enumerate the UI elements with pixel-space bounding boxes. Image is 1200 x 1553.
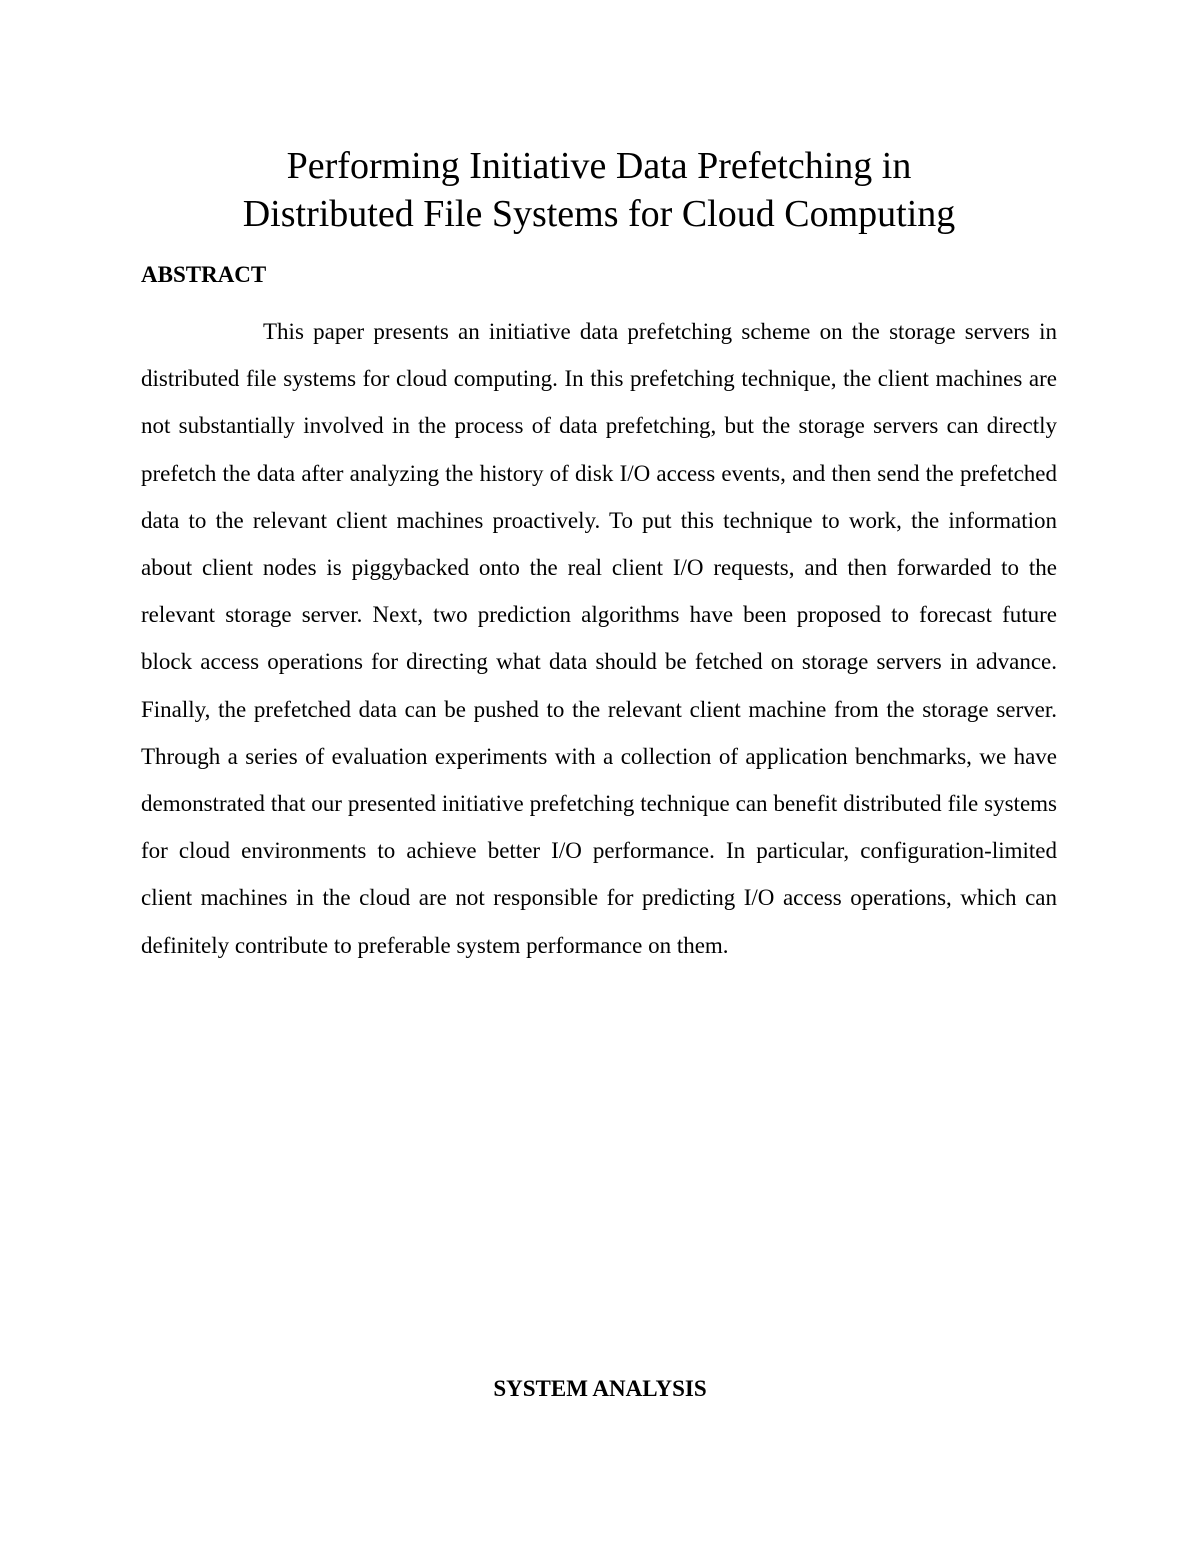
paper-title: [140, 142, 1058, 238]
abstract-text: This paper presents an initiative data prefetching scheme on the storage servers in distributed file systems for cloud computing. In this prefetching technique, the client machines are not substantially involved in the process of data prefetching, but the storage servers can directly prefetch the data after analyzing the history of disk I/O access events, and then send the prefetched data to the relevant client machines proactively. To put this technique to work, the information about client nodes is piggybacked onto the real client I/O requests, and then forwarded to the relevant storage server. Next, two prediction algorithms have been proposed to forecast future block access operations for directing what data should be fetched on storage servers in advance. Finally, the prefetched data can be pushed to the relevant client machine from the storage server. Through a series of evaluation experiments with a collection of application benchmarks, we have demonstrated that our presented initiative prefetching technique can benefit distributed file systems for cloud environments to achieve better I/O performance. In particular, configuration-limited client machines in the cloud are not responsible for predicting I/O access operations, which can definitely contribute to preferable system performance on them.: [141, 319, 1057, 958]
paper-title-line-2: Distributed File Systems for Cloud Computing: [242, 193, 956, 235]
paper-title-line-1: Performing Initiative Data Prefetching in: [286, 145, 912, 187]
abstract-heading: ABSTRACT: [141, 262, 267, 287]
system-analysis-heading: SYSTEM ANALYSIS: [493, 1376, 707, 1401]
abstract-paragraph: [141, 308, 1057, 969]
